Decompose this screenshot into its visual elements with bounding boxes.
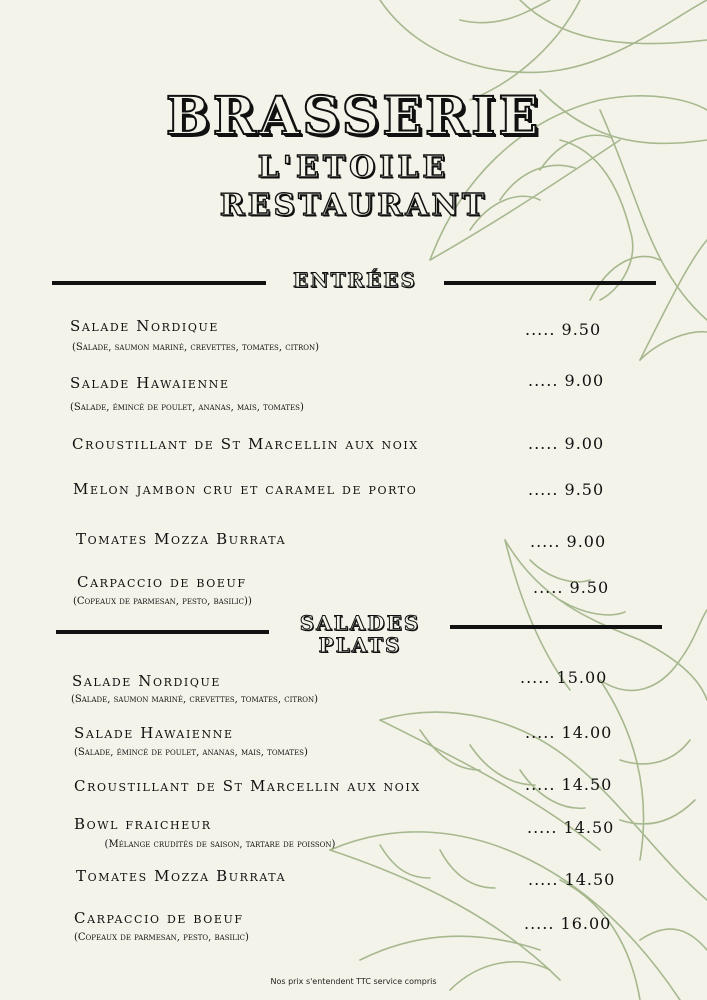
price-notice: Nos prix s'entendent TTC service compris (270, 977, 437, 986)
entree-price: ..... 9.50 (533, 578, 610, 597)
entree-price: ..... 9.00 (530, 532, 607, 551)
plat-description: (Copeaux de parmesan, pesto, basilic) (74, 932, 249, 943)
entree-name: Croustillant de St Marcellin aux noix (72, 435, 419, 453)
section-title-entrees: ENTRÉES (293, 268, 417, 292)
restaurant-name: BRASSERIE (165, 86, 542, 147)
entree-description: (Salade, émincé de poulet, ananas, mais, tomates) (70, 402, 304, 413)
entree-price: ..... 9.50 (525, 320, 602, 339)
plat-price: ..... 14.50 (527, 818, 615, 837)
divider-left (52, 281, 266, 285)
plat-price: ..... 15.00 (520, 668, 608, 687)
divider-right (444, 281, 656, 285)
plat-price: ..... 14.50 (528, 870, 616, 889)
plat-price: ..... 14.00 (525, 723, 613, 742)
entree-description: (Salade, saumon mariné, crevettes, tomates, citron) (72, 342, 320, 353)
plat-description: (Mélange crudités de saison, tartare de poisson) (104, 839, 336, 850)
entree-price: ..... 9.00 (528, 434, 605, 453)
plat-description: (Salade, émincé de poulet, ananas, mais, tomates) (74, 747, 308, 758)
divider-left (56, 630, 269, 634)
plat-name: Croustillant de St Marcellin aux noix (74, 777, 421, 795)
entree-price: ..... 9.50 (528, 480, 605, 499)
section-title-line: SALADES (299, 611, 421, 635)
plat-name: Salade Hawaienne (74, 724, 234, 742)
entree-name: Salade Hawaienne (70, 374, 230, 392)
plat-price: ..... 14.50 (525, 775, 613, 794)
plat-description: (Salade, saumon mariné, crevettes, tomates, citron) (71, 694, 319, 705)
entree-name: Melon jambon cru et caramel de porto (73, 480, 418, 498)
plat-name: Bowl fraicheur (74, 815, 212, 833)
plat-name: Salade Nordique (72, 672, 221, 690)
restaurant-type: RESTAURANT (219, 188, 488, 223)
divider-right (450, 625, 662, 629)
restaurant-subtitle: L'ETOILE (257, 150, 450, 185)
section-title-line: PLATS (318, 633, 402, 657)
entree-price: ..... 9.00 (528, 371, 605, 390)
plat-name: Tomates Mozza Burrata (76, 867, 287, 885)
entree-name: Salade Nordique (70, 317, 219, 335)
plat-price: ..... 16.00 (524, 914, 612, 933)
entree-name: Carpaccio de boeuf (77, 573, 247, 591)
plat-name: Carpaccio de boeuf (74, 909, 244, 927)
section-title-plats (270, 612, 450, 656)
entree-description: (Copeaux de parmesan, pesto, basilic)) (73, 596, 252, 607)
entree-name: Tomates Mozza Burrata (76, 530, 287, 548)
